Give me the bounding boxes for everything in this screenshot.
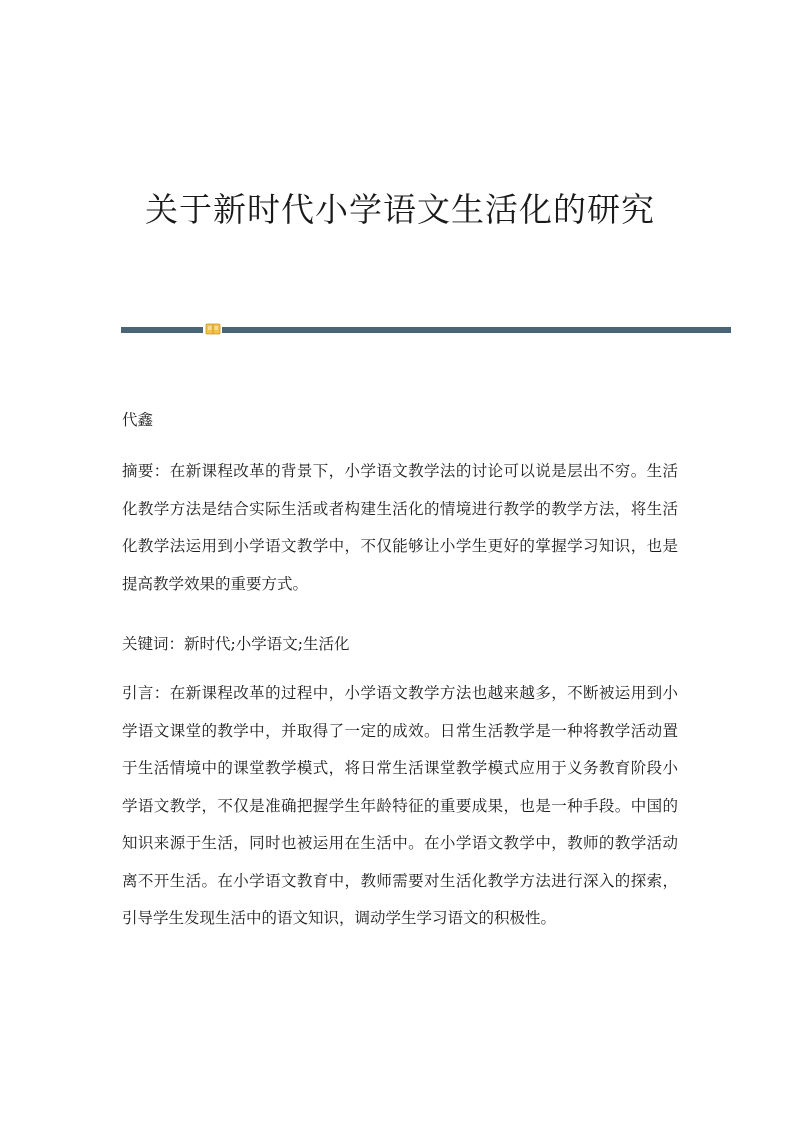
book-icon bbox=[205, 322, 221, 336]
divider-bar-right bbox=[222, 327, 731, 333]
divider-bar-left bbox=[121, 327, 203, 333]
introduction-paragraph: 引言：在新课程改革的过程中，小学语文教学方法也越来越多，不断被运用到小学语文课堂的教学中，并取得了一定的成效。日常生活教学是一种将教学活动置于生活情境中的课堂教学模式，将日常生活课堂教学模式应用于义务教育阶段小学语文教学，不仅是准确把握学生年龄特征的重要成果，也是一种手段。中国的知识来源于生活，同时也被运用在生活中。在小学语文教学中，教师的教学活动离不开生活。在小学语文教育中，教师需要对生活化教学方法进行深入的探索，引导学生发现生活中的语文知识，调动学生学习语文的积极性。 bbox=[122, 684, 678, 927]
title-divider bbox=[121, 322, 731, 336]
author-name: 代鑫 bbox=[122, 411, 154, 429]
abstract-paragraph: 摘要：在新课程改革的背景下，小学语文教学法的讨论可以说是层出不穷。生活化教学方法是结合实际生活或者构建生活化的情境进行教学的教学方法，将生活化教学法运用到小学语文教学中，不仅能够让小学生更好的掌握学习知识，也是提高教学效果的重要方式。 bbox=[122, 462, 678, 593]
document-title: 关于新时代小学语文生活化的研究 bbox=[145, 190, 655, 229]
keywords-line: 关键词：新时代;小学语文;生活化 bbox=[122, 635, 350, 653]
